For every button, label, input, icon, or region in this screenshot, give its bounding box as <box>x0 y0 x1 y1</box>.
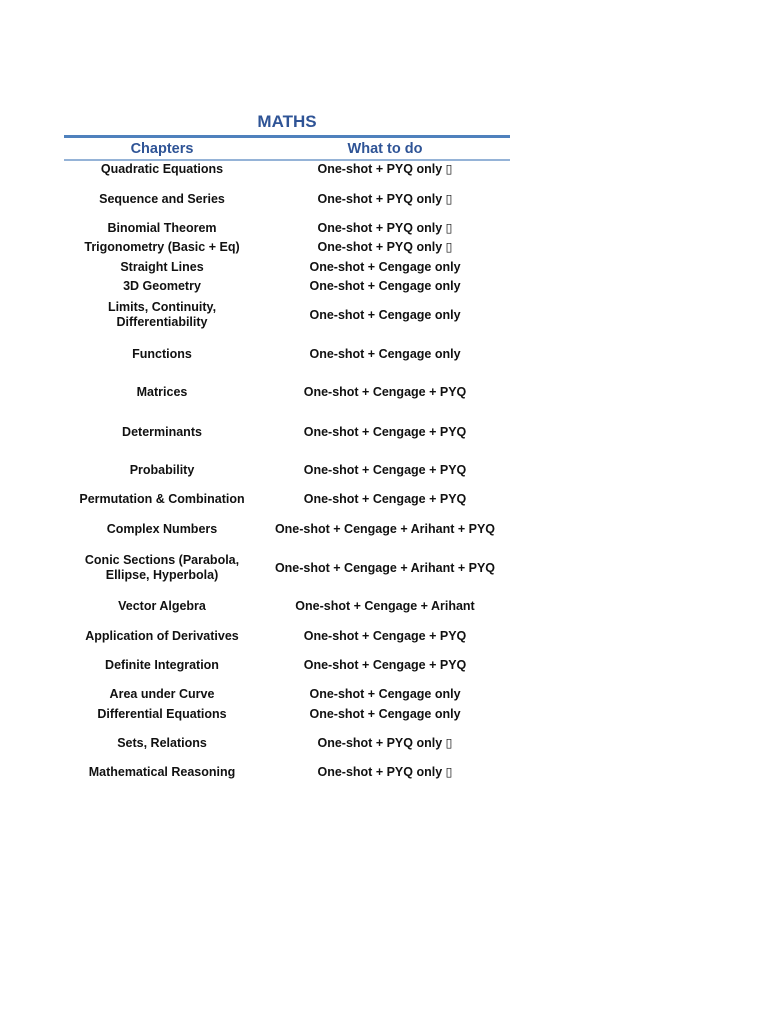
chapter-cell: Limits, Continuity, Differentiability <box>107 300 217 329</box>
what-to-do-cell: One-shot + Cengage + PYQ <box>303 658 467 672</box>
what-to-do-cell: One-shot + Cengage only <box>309 279 461 293</box>
chapter-cell: Conic Sections (Parabola, Ellipse, Hyperbola) <box>84 553 240 582</box>
chapter-cell: Sets, Relations <box>117 736 207 750</box>
chapter-cell: Determinants <box>122 425 202 439</box>
what-to-do-cell: One-shot + PYQ only ▯ <box>317 221 453 235</box>
what-to-do-cell: One-shot + Cengage only <box>309 347 461 361</box>
what-to-do-cell: One-shot + Cengage + PYQ <box>303 425 467 439</box>
chapter-cell: Definite Integration <box>105 658 219 672</box>
chapter-cell: Quadratic Equations <box>100 162 224 176</box>
what-to-do-cell: One-shot + Cengage only <box>309 308 461 322</box>
what-to-do-cell: One-shot + Cengage + PYQ <box>303 463 467 477</box>
what-to-do-cell: One-shot + Cengage only <box>309 687 461 701</box>
chapter-cell: 3D Geometry <box>123 279 201 293</box>
what-to-do-cell: One-shot + Cengage only <box>309 260 461 274</box>
what-to-do-cell: One-shot + PYQ only ▯ <box>317 736 453 750</box>
chapter-cell: Complex Numbers <box>106 522 218 536</box>
chapter-cell: Area under Curve <box>109 687 215 701</box>
what-to-do-cell: One-shot + Cengage + Arihant + PYQ <box>274 561 496 575</box>
chapter-cell: Probability <box>129 463 195 477</box>
chapters-column-header: Chapters <box>130 141 194 157</box>
what-to-do-cell: One-shot + PYQ only ▯ <box>317 192 453 206</box>
what-to-do-cell: One-shot + Cengage + PYQ <box>303 629 467 643</box>
what-to-do-cell: One-shot + Cengage only <box>309 707 461 721</box>
chapter-cell: Functions <box>132 347 192 361</box>
chapter-cell: Straight Lines <box>120 260 204 274</box>
table-header <box>64 140 510 160</box>
what-to-do-cell: One-shot + Cengage + PYQ <box>303 385 467 399</box>
what-to-do-cell: One-shot + PYQ only ▯ <box>317 240 453 254</box>
chapter-cell: Binomial Theorem <box>107 221 217 235</box>
what-to-do-cell: One-shot + PYQ only ▯ <box>317 162 453 176</box>
chapter-cell: Sequence and Series <box>99 192 225 206</box>
what-to-do-cell: One-shot + Cengage + Arihant + PYQ <box>274 522 496 536</box>
page-title: MATHS <box>257 112 317 131</box>
chapter-cell: Permutation & Combination <box>79 492 245 506</box>
chapter-cell: Differential Equations <box>97 707 227 721</box>
header-top-rule <box>64 135 510 138</box>
what-to-do-cell: One-shot + Cengage + Arihant <box>295 599 475 613</box>
what-to-do-column-header: What to do <box>347 141 423 157</box>
chapter-cell: Trigonometry (Basic + Eq) <box>84 240 240 254</box>
header-bottom-rule <box>64 159 510 161</box>
chapter-cell: Mathematical Reasoning <box>88 765 236 779</box>
chapter-cell: Application of Derivatives <box>85 629 239 643</box>
what-to-do-cell: One-shot + PYQ only ▯ <box>317 765 453 779</box>
chapter-cell: Matrices <box>136 385 188 399</box>
what-to-do-cell: One-shot + Cengage + PYQ <box>303 492 467 506</box>
chapter-cell: Vector Algebra <box>118 599 206 613</box>
